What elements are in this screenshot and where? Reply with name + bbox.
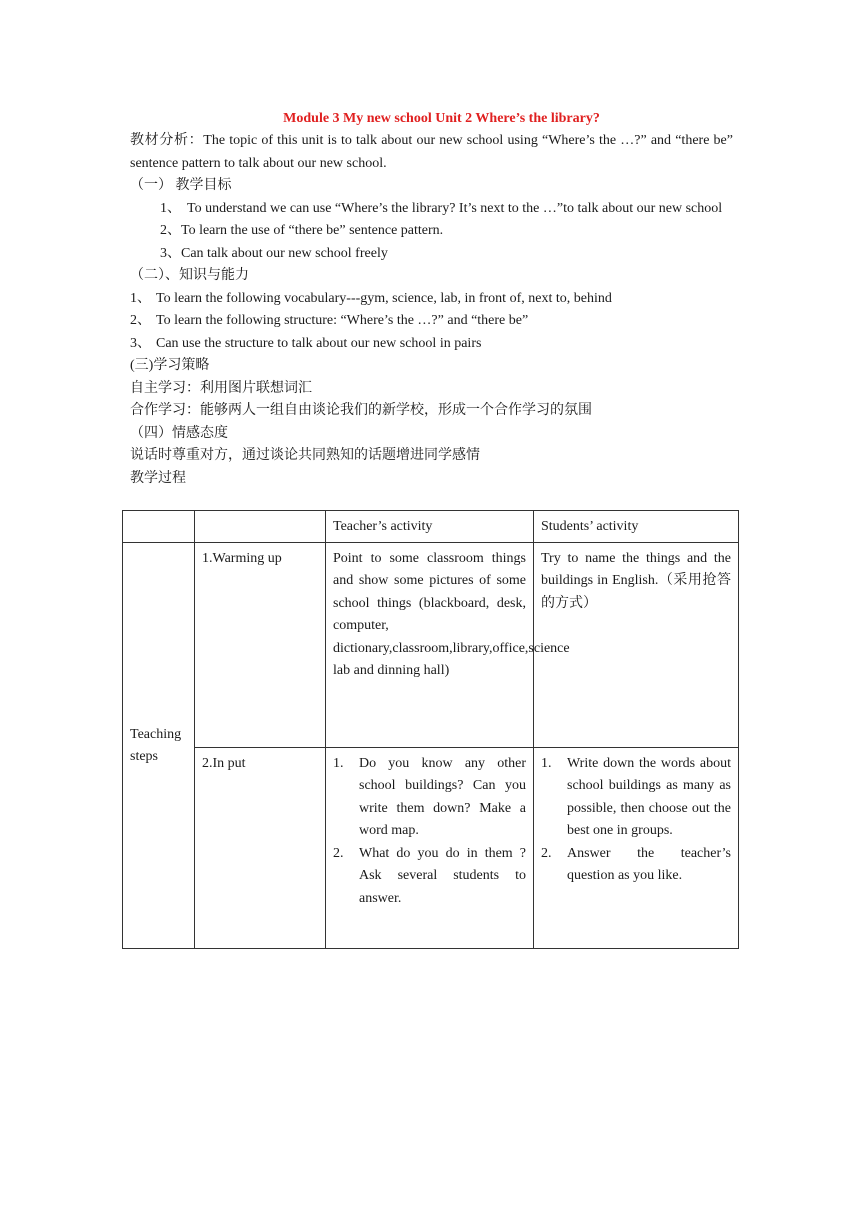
knowledge-number: 2、 [130,313,151,328]
list-number: 2. [333,845,344,861]
table-row [123,542,739,747]
knowledge-item [130,310,733,333]
section4-heading: （四）情感态度 [130,425,228,441]
textbook-analysis: 教材分析：The topic of this unit is to talk about our new school using “Where’s the …?” and “there be” sentence pattern to talk about our new school. [130,133,733,171]
knowledge-number: 1、 [130,290,151,306]
list-text: Write down the words about school buildings as many as possible, then choose out the best one in groups. [567,755,731,838]
step-name: 1.Warming up [195,542,326,747]
objective-text: To understand we can use “Where’s the library? It’s next to the …”to talk about our new school [187,200,723,216]
objective-text: Can talk about our new school freely [181,245,388,261]
teacher-activity: Point to some classroom things and show some pictures of some school things (blackboard, desk, computer, dictionary,classroom,library,office,science lab and dinning hall) [326,542,534,747]
teaching-process-table [122,510,739,949]
attitude-line: 说话时尊重对方，通过谈论共同熟知的话题增进同学感情 [130,448,480,463]
knowledge-text: To learn the following structure: “Where’s the …?” and “there be” [156,313,529,328]
list-number: 1. [541,755,552,771]
list-number: 1. [333,755,344,771]
list-item [333,843,526,911]
objective-number: 1、 [160,200,181,216]
section1-heading: （一） 教学目标 [130,178,232,193]
table-header-cell [123,511,195,543]
knowledge-text: Can use the structure to talk about our new school in pairs [156,335,482,351]
teaching-steps-label: Teaching steps [123,542,195,948]
list-text: Do you know any other school buildings? Can you write them down? Make a word map. [359,755,526,838]
table-row [123,747,739,948]
process-heading: 教学过程 [130,470,186,486]
lesson-plan-document [130,108,733,490]
table-header-cell: Students’ activity [534,511,739,543]
list-item [541,753,731,843]
list-item [541,843,731,888]
objective-item [130,243,733,266]
list-text: Answer the teacher’s question as you like. [567,845,731,883]
student-activity [534,747,739,948]
table-header-cell: Teacher’s activity [326,511,534,543]
strategy-line: 合作学习：能够两人一组自由谈论我们的新学校，形成一个合作学习的氛围 [130,403,592,418]
step-name: 2.In put [195,747,326,948]
section3-heading: (三)学习策略 [130,358,210,373]
objective-number: 3、 [160,245,181,261]
objective-item [130,198,733,221]
document-title: Module 3 My new school Unit 2 Where’s the library? [283,111,600,126]
list-item [333,753,526,843]
section2-heading: （二）、知识与能力 [130,268,249,283]
strategy-line: 自主学习：利用图片联想词汇 [130,380,312,396]
list-number: 2. [541,845,552,861]
table-header-cell [195,511,326,543]
knowledge-number: 3、 [130,335,151,351]
student-activity: Try to name the things and the buildings in English.（采用抢答的方式） [534,542,739,747]
objective-text: To learn the use of “there be” sentence pattern. [181,223,444,238]
objective-item [130,220,733,243]
list-text: What do you do in them ? Ask several students to answer. [359,845,526,906]
knowledge-text: To learn the following vocabulary---gym, science, lab, in front of, next to, behind [156,290,612,306]
knowledge-item [130,288,733,311]
objective-number: 2、 [160,223,181,238]
teacher-activity [326,747,534,948]
knowledge-item [130,333,733,356]
table-header-row [123,511,739,543]
